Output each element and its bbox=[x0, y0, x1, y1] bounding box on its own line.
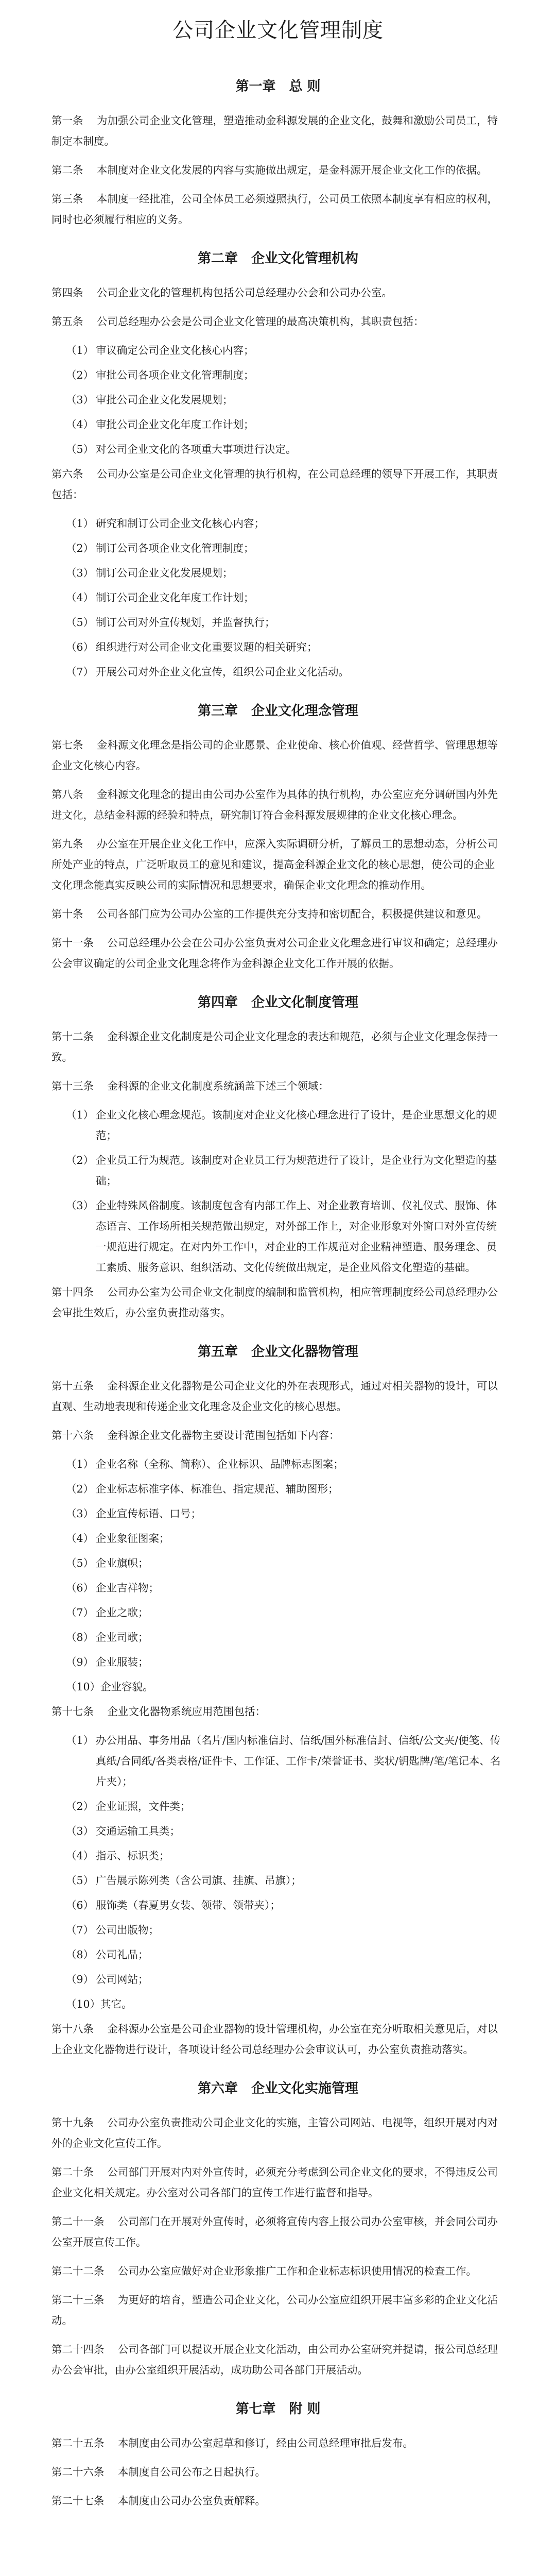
article-text: 公司办公室为公司企业文化制度的编制和监管机构，相应管理制度经公司总经理办公会审批生效后，办公室负责推动落实。 bbox=[51, 1286, 498, 1319]
article-paragraph bbox=[51, 2490, 505, 2511]
article-text: 金科源企业文化器物是公司企业文化的外在表现形式，通过对相关器物的设计，可以直观、生动地表现和传递企业文化理念及企业文化的核心思想。 bbox=[51, 1380, 498, 1413]
article-text: 公司办公室负责推动公司企业文化的实施，主管公司网站、电视等，组织开展对内对外的企业文化宣传工作。 bbox=[51, 2116, 498, 2149]
list-item-text: 制订公司对外宣传规划，并监督执行； bbox=[96, 616, 275, 629]
list-item-number: （4） bbox=[66, 418, 94, 431]
chapter-title: 第二章 企业文化管理机构 bbox=[197, 251, 358, 266]
article-number: 第十条 bbox=[51, 908, 83, 920]
list-item-number: （6） bbox=[66, 1582, 94, 1594]
list-item-text: 公司礼品； bbox=[96, 1948, 149, 1961]
article-paragraph bbox=[51, 1076, 505, 1096]
article-text: 公司办公室应做好对企业形象推广工作和企业标志标识使用情况的检查工作。 bbox=[118, 2265, 477, 2277]
list-item-text: 企业司歌； bbox=[96, 1631, 149, 1643]
list-item bbox=[51, 612, 505, 633]
list-item-text: 企业宣传标语、口号； bbox=[96, 1507, 201, 1520]
list-item bbox=[51, 1821, 505, 1841]
article-text: 公司总经理办公会是公司企业文化管理的最高决策机构，其职责包括： bbox=[97, 315, 424, 328]
chapter bbox=[51, 248, 505, 682]
list-item-number: （9） bbox=[66, 1656, 94, 1668]
list-item bbox=[51, 1676, 505, 1697]
article-number: 第四条 bbox=[51, 286, 83, 299]
article-text: 公司部门在开展对外宣传时，必须将宣传内容上报公司办公室审核，并会同公司办公室开展宣传工作。 bbox=[51, 2215, 498, 2248]
list-item-text: 企业特殊风俗制度。该制度包含有内部工作上、对企业教育培训、仪礼仪式、服饰、体态语言、工作场所相关规范做出规定，对外部工作上，对企业形象对外窗口对外宣传统一规范进行规定。在对内外工作中，对企业的工作规范对企业精神塑造、服务理念、员工素质、服务意识、组织活动、文化传统做出规定，是企业风俗文化塑造的基础。 bbox=[96, 1199, 497, 1274]
list-item-number: （7） bbox=[66, 1606, 94, 1619]
list-item bbox=[51, 1195, 505, 1278]
list-item-number: （1） bbox=[66, 1734, 94, 1747]
article-number: 第二十三条 bbox=[51, 2294, 105, 2306]
chapter bbox=[51, 76, 505, 230]
list-item-text: 指示、标识类； bbox=[96, 1850, 170, 1862]
chapter-title: 第三章 企业文化理念管理 bbox=[197, 703, 358, 719]
list-item bbox=[51, 1479, 505, 1499]
list-item-text: 对公司企业文化的各项重大事项进行决定。 bbox=[96, 443, 297, 455]
list-item-number: （5） bbox=[66, 443, 94, 455]
list-item-text: 企业证照，文件类； bbox=[96, 1800, 191, 1812]
chapter-title: 第一章 总 则 bbox=[235, 79, 321, 94]
list-item-number: （4） bbox=[66, 1532, 94, 1545]
list-item bbox=[51, 1796, 505, 1817]
list-item bbox=[51, 1944, 505, 1965]
list-item-number: （3） bbox=[66, 394, 94, 406]
article-number: 第十五条 bbox=[51, 1380, 94, 1392]
article-number: 第二条 bbox=[51, 164, 83, 176]
article-paragraph bbox=[51, 2211, 505, 2252]
list-item-number: （1） bbox=[66, 1109, 94, 1121]
list-item bbox=[51, 340, 505, 361]
list-item-text: 企业文化核心理念规范。该制度对企业文化核心理念进行了设计，是企业思想文化的规范； bbox=[96, 1109, 497, 1142]
list-item-text: 服饰类（春夏男女装、领带、领带夹）； bbox=[96, 1899, 281, 1911]
article-paragraph bbox=[51, 2433, 505, 2453]
list-item bbox=[51, 637, 505, 657]
article-number: 第十七条 bbox=[51, 1705, 94, 1718]
article-text: 公司总经理办公会在公司办公室负责对公司企业文化理念进行审议和确定；总经理办公会审议确定的公司企业文化理念将作为金科源企业文化工作开展的依据。 bbox=[51, 937, 498, 970]
list-item-text: 企业之歌； bbox=[96, 1606, 149, 1619]
article-paragraph bbox=[51, 2112, 505, 2154]
article-text: 为更好的培育，塑造公司企业文化，公司办公室应组织开展丰富多彩的企业文化活动。 bbox=[51, 2294, 498, 2327]
list-item-text: 企业名称（全称、简称）、企业标识、品牌标志图案； bbox=[96, 1458, 344, 1470]
article-paragraph bbox=[51, 1701, 505, 1722]
article-number: 第十三条 bbox=[51, 1080, 94, 1092]
article-text: 办公室在开展企业文化工作中，应深入实际调研分析，了解员工的思想动态，分析公司所处产业的特点，广泛听取员工的意见和建议，提高金科源企业文化的核心思想，使公司的企业文化理念能真实反映公司的实际情况和思想要求，确保企业文化理念的推动作用。 bbox=[51, 838, 498, 891]
list-item bbox=[51, 538, 505, 558]
list-item-number: （7） bbox=[66, 1924, 94, 1936]
article-paragraph bbox=[51, 2290, 505, 2331]
article-text: 为加强公司企业文化管理，塑造推动金科源发展的企业文化，鼓舞和激励公司员工，特制定本制度。 bbox=[51, 114, 498, 147]
article-number: 第十八条 bbox=[51, 2023, 94, 2035]
article-number: 第二十条 bbox=[51, 2166, 94, 2178]
article-number: 第三条 bbox=[51, 193, 83, 205]
list-item-text: 公司网站； bbox=[96, 1973, 149, 1986]
list-item-number: （6） bbox=[66, 641, 94, 653]
list-item bbox=[51, 1870, 505, 1891]
list-item-number: （4） bbox=[66, 1850, 94, 1862]
article-number: 第九条 bbox=[51, 838, 83, 850]
list-item bbox=[51, 1454, 505, 1475]
article-text: 本制度由公司办公室起草和修订，经由公司总经理审批后发布。 bbox=[118, 2437, 413, 2449]
list-item-text: 企业吉祥物； bbox=[96, 1582, 159, 1594]
article-text: 公司各部门应为公司办公室的工作提供充分支持和密切配合，积极提供建议和意见。 bbox=[97, 908, 488, 920]
list-item-text: 制订公司企业文化发展规划； bbox=[96, 567, 233, 579]
article-text: 金科源文化理念的提出由公司办公室作为具体的执行机构，办公室应充分调研国内外先进文化，总结金科源的经验和特点，研究制订符合金科源发展规律的企业文化核心理念。 bbox=[51, 788, 498, 821]
chapter-title: 第五章 企业文化器物管理 bbox=[197, 1344, 358, 1360]
list-item-text: 企业服装； bbox=[96, 1656, 149, 1668]
list-item bbox=[51, 365, 505, 385]
article-text: 公司各部门可以提议开展企业文化活动，由公司办公室研究并提请，报公司总经理办公会审批，由办公室组织开展活动，成功助公司各部门开展活动。 bbox=[51, 2343, 498, 2376]
article-paragraph bbox=[51, 282, 505, 303]
list-item-text: 审批公司企业文化发展规划； bbox=[96, 394, 233, 406]
article-paragraph bbox=[51, 735, 505, 776]
list-item bbox=[51, 513, 505, 534]
article-paragraph bbox=[51, 784, 505, 825]
article-number: 第十六条 bbox=[51, 1429, 94, 1442]
article-number: 第二十五条 bbox=[51, 2437, 105, 2449]
article-paragraph bbox=[51, 160, 505, 180]
chapters-container bbox=[51, 76, 505, 2511]
article-paragraph bbox=[51, 1376, 505, 1417]
list-item bbox=[51, 587, 505, 608]
list-item-number: （8） bbox=[66, 1948, 94, 1961]
article-number: 第二十六条 bbox=[51, 2466, 105, 2478]
article-paragraph bbox=[51, 2462, 505, 2482]
list-item bbox=[51, 1845, 505, 1866]
list-item-text: 企业象征图案； bbox=[96, 1532, 170, 1545]
list-item-text: 开展公司对外企业文化宣传，组织公司企业文化活动。 bbox=[96, 666, 349, 678]
article-text: 金科源企业文化器物主要设计范围包括如下内容： bbox=[107, 1429, 340, 1442]
article-paragraph bbox=[51, 1282, 505, 1323]
list-item-number: （1） bbox=[66, 344, 94, 357]
article-text: 本制度一经批准，公司全体员工必须遵照执行，公司员工依照本制度享有相应的权利，同时也必须履行相应的义务。 bbox=[51, 193, 498, 226]
article-paragraph bbox=[51, 2019, 505, 2060]
document-title: 公司企业文化管理制度 bbox=[172, 19, 384, 42]
article-text: 本制度自公司公布之日起执行。 bbox=[118, 2466, 266, 2478]
list-item bbox=[51, 1150, 505, 1191]
list-item-number: （6） bbox=[66, 1899, 94, 1911]
list-item-number: （3） bbox=[66, 1199, 94, 1212]
article-paragraph bbox=[51, 1425, 505, 1446]
article-number: 第八条 bbox=[51, 788, 83, 801]
article-number: 第七条 bbox=[51, 739, 83, 751]
article-text: 公司办公室是公司企业文化管理的执行机构，在公司总经理的领导下开展工作，其职责包括： bbox=[51, 468, 498, 501]
list-item bbox=[51, 1578, 505, 1598]
list-item-text: 办公用品、事务用品（名片/国内标准信封、信纸/国外标准信封、信纸/公文夹/便笺、传真纸/合同纸/各类表格/证件卡、工作证、工作卡/荣誉证书、奖状/钥匙牌/笔/笔记本、名片夹）； bbox=[96, 1734, 501, 1788]
list-item-number: （10） bbox=[66, 1681, 101, 1693]
article-text: 金科源文化理念是指公司的企业愿景、企业使命、核心价值观、经营哲学、管理思想等企业文化核心内容。 bbox=[51, 739, 498, 772]
article-number: 第六条 bbox=[51, 468, 83, 480]
article-number: 第十九条 bbox=[51, 2116, 94, 2129]
chapter bbox=[51, 992, 505, 1323]
article-paragraph bbox=[51, 2261, 505, 2281]
article-text: 企业文化器物系统应用范围包括： bbox=[107, 1705, 266, 1718]
list-item bbox=[51, 1730, 505, 1792]
list-item-number: （1） bbox=[66, 1458, 94, 1470]
article-number: 第十四条 bbox=[51, 1286, 94, 1298]
chapter-title: 第六章 企业文化实施管理 bbox=[197, 2081, 358, 2096]
list-item bbox=[51, 1652, 505, 1672]
chapter-title: 第七章 附 则 bbox=[235, 2401, 321, 2417]
list-item-text: 公司出版物； bbox=[96, 1924, 159, 1936]
list-item-text: 制订公司各项企业文化管理制度； bbox=[96, 542, 254, 554]
chapter bbox=[51, 2078, 505, 2380]
list-item-text: 研究和制订公司企业文化核心内容； bbox=[96, 517, 265, 530]
list-item-number: （3） bbox=[66, 1507, 94, 1520]
list-item-number: （2） bbox=[66, 369, 94, 381]
list-item-number: （5） bbox=[66, 1874, 94, 1887]
article-text: 金科源企业文化制度是公司企业文化理念的表达和规范，必须与企业文化理念保持一致。 bbox=[51, 1030, 498, 1063]
list-item-text: 企业员工行为规范。该制度对企业员工行为规范进行了设计，是企业行为文化塑造的基础； bbox=[96, 1154, 497, 1187]
article-number: 第五条 bbox=[51, 315, 83, 328]
list-item-number: （7） bbox=[66, 666, 94, 678]
list-item-number: （9） bbox=[66, 1973, 94, 1986]
list-item-text: 广告展示陈列类（含公司旗、挂旗、吊旗）； bbox=[96, 1874, 302, 1887]
list-item-number: （8） bbox=[66, 1631, 94, 1643]
list-item bbox=[51, 414, 505, 435]
list-item bbox=[51, 1920, 505, 1940]
list-item bbox=[51, 1895, 505, 1916]
list-item bbox=[51, 1105, 505, 1146]
list-item-number: （2） bbox=[66, 1483, 94, 1495]
list-item-number: （2） bbox=[66, 542, 94, 554]
list-item-number: （3） bbox=[66, 1825, 94, 1837]
article-number: 第二十四条 bbox=[51, 2343, 105, 2355]
list-item bbox=[51, 1528, 505, 1549]
list-item-text: 组织进行对公司企业文化重要议题的相关研究； bbox=[96, 641, 318, 653]
article-text: 金科源的企业文化制度系统涵盖下述三个领域： bbox=[107, 1080, 329, 1092]
article-number: 第十一条 bbox=[51, 937, 94, 949]
chapter bbox=[51, 701, 505, 974]
list-item bbox=[51, 1553, 505, 1573]
list-item-number: （5） bbox=[66, 616, 94, 629]
article-paragraph bbox=[51, 1026, 505, 1067]
list-item-number: （10） bbox=[66, 1998, 101, 2010]
list-item bbox=[51, 662, 505, 682]
article-number: 第十二条 bbox=[51, 1030, 94, 1043]
list-item-text: 其它。 bbox=[100, 1998, 132, 2010]
chapter bbox=[51, 2399, 505, 2511]
list-item-text: 企业旗帜； bbox=[96, 1557, 149, 1569]
list-item-number: （4） bbox=[66, 591, 94, 604]
list-item-number: （5） bbox=[66, 1557, 94, 1569]
list-item-text: 制订公司企业文化年度工作计划； bbox=[96, 591, 254, 604]
article-paragraph bbox=[51, 933, 505, 974]
article-number: 第一条 bbox=[51, 114, 83, 127]
article-text: 本制度由公司办公室负责解释。 bbox=[118, 2495, 266, 2507]
list-item bbox=[51, 439, 505, 460]
list-item-number: （1） bbox=[66, 517, 94, 530]
list-item bbox=[51, 1969, 505, 1990]
list-item-text: 审批公司企业文化年度工作计划； bbox=[96, 418, 254, 431]
article-paragraph bbox=[51, 464, 505, 505]
list-item bbox=[51, 1503, 505, 1524]
article-paragraph bbox=[51, 904, 505, 924]
article-number: 第二十七条 bbox=[51, 2495, 105, 2507]
list-item bbox=[51, 1994, 505, 2014]
article-paragraph bbox=[51, 189, 505, 230]
article-paragraph bbox=[51, 834, 505, 895]
article-text: 本制度对企业文化发展的内容与实施做出规定，是金科源开展企业文化工作的依据。 bbox=[97, 164, 488, 176]
list-item-text: 审议确定公司企业文化核心内容； bbox=[96, 344, 254, 357]
chapter-title: 第四章 企业文化制度管理 bbox=[197, 995, 358, 1010]
chapter bbox=[51, 1342, 505, 2060]
article-paragraph bbox=[51, 311, 505, 332]
list-item-text: 交通运输工具类； bbox=[96, 1825, 180, 1837]
article-paragraph bbox=[51, 2162, 505, 2203]
list-item-text: 审批公司各项企业文化管理制度； bbox=[96, 369, 254, 381]
article-paragraph bbox=[51, 110, 505, 151]
list-item-number: （3） bbox=[66, 567, 94, 579]
article-number: 第二十二条 bbox=[51, 2265, 105, 2277]
list-item-number: （2） bbox=[66, 1154, 94, 1166]
list-item-number: （2） bbox=[66, 1800, 94, 1812]
article-text: 公司部门开展对内对外宣传时，必须充分考虑到公司企业文化的要求，不得违反公司企业文化相关规定。办公室对公司各部门的宣传工作进行监督和指导。 bbox=[51, 2166, 498, 2199]
article-text: 金科源办公室是公司企业器物的设计管理机构，办公室在充分听取相关意见后，对以上企业文化器物进行设计，各项设计经公司总经理办公会审议认可，办公室负责推动落实。 bbox=[51, 2023, 498, 2056]
list-item bbox=[51, 1627, 505, 1648]
list-item-text: 企业标志标准字体、标准色、指定规范、辅助图形； bbox=[96, 1483, 339, 1495]
article-number: 第二十一条 bbox=[51, 2215, 105, 2228]
list-item bbox=[51, 389, 505, 410]
article-paragraph bbox=[51, 2339, 505, 2380]
article-text: 公司企业文化的管理机构包括公司总经理办公会和公司办公室。 bbox=[97, 286, 392, 299]
list-item bbox=[51, 563, 505, 583]
list-item bbox=[51, 1602, 505, 1623]
list-item-text: 企业容貌。 bbox=[100, 1681, 153, 1693]
